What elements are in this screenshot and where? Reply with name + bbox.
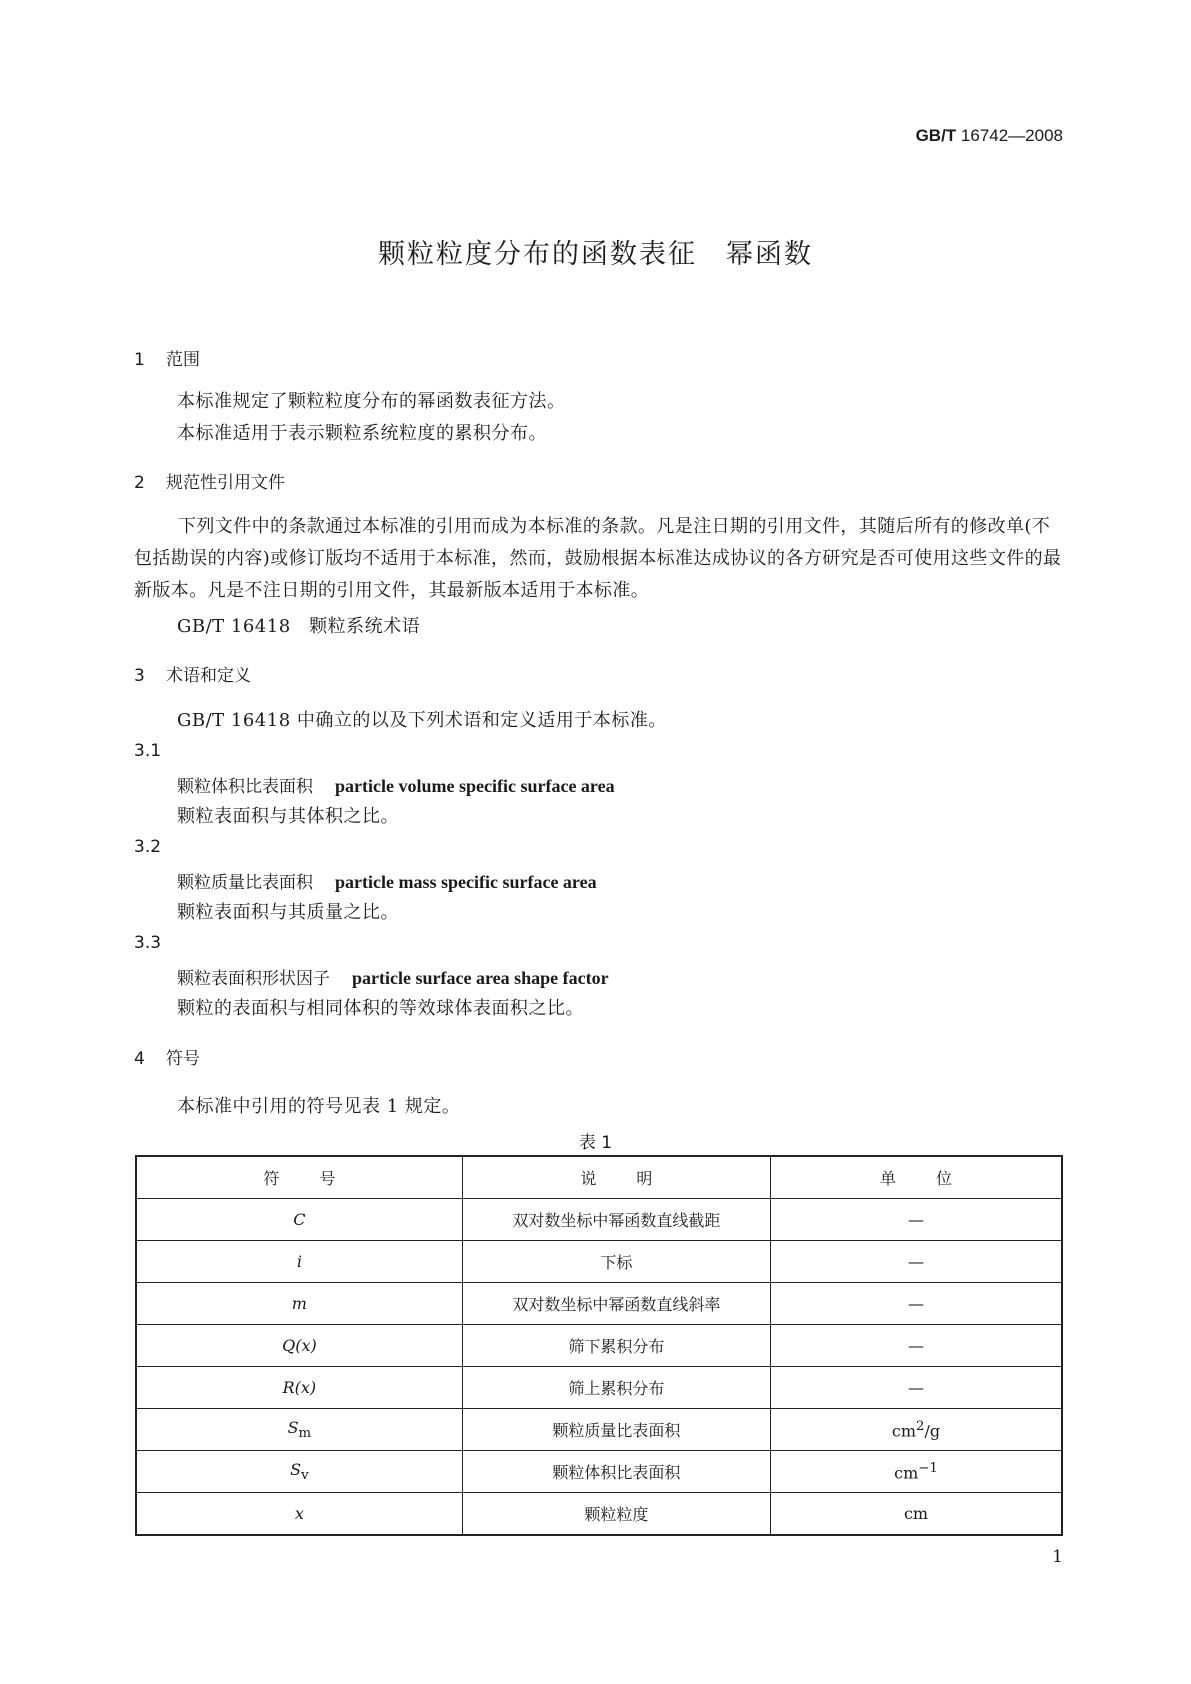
paragraph: GB/T 16418 中确立的以及下列术语和定义适用于本标准。 (177, 710, 667, 731)
term-entry (177, 868, 597, 893)
table-header-row (136, 1156, 1062, 1199)
unit-cell: — (771, 1283, 1062, 1325)
unit-cell: — (771, 1325, 1062, 1367)
unit-tail: /g (924, 1421, 941, 1441)
section-2-heading (134, 468, 285, 493)
table-row (136, 1325, 1062, 1367)
clause-number: 3.2 (134, 837, 162, 857)
section-number: 4 (134, 1049, 145, 1069)
unit-cell: — (771, 1367, 1062, 1409)
table-row (136, 1451, 1062, 1493)
description-cell: 颗粒粒度 (462, 1493, 770, 1536)
unit-cell (771, 1451, 1062, 1493)
term-english: particle surface area shape factor (352, 968, 609, 988)
page-number: 1 (1052, 1547, 1063, 1567)
term-chinese: 颗粒质量比表面积 (177, 873, 313, 893)
section-title: 规范性引用文件 (166, 473, 285, 493)
unit-cell: — (771, 1199, 1062, 1241)
symbol-cell (136, 1409, 462, 1451)
symbol-cell: Q(x) (136, 1325, 462, 1367)
description-cell: 筛下累积分布 (462, 1325, 770, 1367)
description-cell: 双对数坐标中幂函数直线截距 (462, 1199, 770, 1241)
symbol-cell: i (136, 1241, 462, 1283)
symbol-subscript: v (301, 1468, 309, 1484)
table-row (136, 1241, 1062, 1283)
unit-cell (771, 1409, 1062, 1451)
table-row (136, 1283, 1062, 1325)
term-english: particle volume specific surface area (335, 776, 615, 796)
standard-code (916, 126, 1063, 146)
unit-superscript: −1 (918, 1460, 938, 1476)
table-caption: 表 1 (578, 1133, 613, 1153)
header-description: 说明 (580, 1169, 693, 1188)
term-english: particle mass specific surface area (335, 872, 597, 892)
description-cell: 颗粒质量比表面积 (462, 1409, 770, 1451)
term-definition: 颗粒的表面积与相同体积的等效球体表面积之比。 (177, 998, 584, 1019)
section-1-heading (134, 345, 200, 370)
normative-references-paragraph: 下列文件中的条款通过本标准的引用而成为本标准的条款。凡是注日期的引用文件，其随后所有的修改单(不包括勘误的内容)或修订版均不适用于本标准，然而，鼓励根据本标准达成协议的各方研究是否可使用这些文件的最新版本。凡是不注日期的引用文件，其最新版本适用于本标准。 (134, 516, 1062, 601)
header-symbol: 符号 (263, 1169, 376, 1188)
unit-base: cm (894, 1463, 919, 1483)
section-title: 术语和定义 (166, 666, 251, 686)
table-row (136, 1199, 1062, 1241)
clause-number: 3.3 (134, 933, 162, 953)
table-header-cell (462, 1156, 770, 1199)
symbol-cell: x (136, 1493, 462, 1536)
paragraph: 本标准中引用的符号见表 1 规定。 (177, 1096, 461, 1117)
section-number: 1 (134, 350, 145, 370)
clause-number: 3.1 (134, 741, 162, 761)
table-header-cell (771, 1156, 1062, 1199)
standard-number: 16742—2008 (960, 126, 1063, 145)
unit-base: cm (891, 1421, 917, 1441)
section-3-heading (134, 661, 251, 686)
standard-prefix: GB/T (915, 126, 957, 145)
section-number: 3 (134, 666, 145, 686)
description-cell: 筛上累积分布 (462, 1367, 770, 1409)
section-title: 符号 (166, 1049, 200, 1069)
term-chinese: 颗粒表面积形状因子 (177, 969, 330, 989)
symbol-cell: R(x) (136, 1367, 462, 1409)
header-unit: 单位 (880, 1169, 993, 1188)
reference-item: GB/T 16418 颗粒系统术语 (177, 616, 421, 637)
term-definition: 颗粒表面积与其体积之比。 (177, 806, 399, 827)
symbol-base: S (290, 1459, 302, 1479)
description-cell: 双对数坐标中幂函数直线斜率 (462, 1283, 770, 1325)
unit-cell: cm (771, 1493, 1062, 1536)
symbol-cell (136, 1451, 462, 1493)
term-definition: 颗粒表面积与其质量之比。 (177, 902, 399, 923)
table-row (136, 1409, 1062, 1451)
description-cell: 下标 (462, 1241, 770, 1283)
section-title: 范围 (166, 350, 200, 370)
description-cell: 颗粒体积比表面积 (462, 1451, 770, 1493)
symbol-subscript: m (298, 1426, 312, 1442)
table-row (136, 1367, 1062, 1409)
section-4-heading (134, 1044, 200, 1069)
table-row (136, 1493, 1062, 1536)
term-chinese: 颗粒体积比表面积 (177, 777, 313, 797)
document-title: 颗粒粒度分布的函数表征 幂函数 (378, 239, 813, 270)
symbol-cell: C (136, 1199, 462, 1241)
section-number: 2 (134, 473, 145, 493)
unit-cell: — (771, 1241, 1062, 1283)
paragraph: 本标准规定了颗粒粒度分布的幂函数表征方法。 (177, 391, 566, 412)
term-entry (177, 964, 609, 989)
symbol-cell: m (136, 1283, 462, 1325)
paragraph: 本标准适用于表示颗粒系统粒度的累积分布。 (177, 423, 547, 444)
symbol-base: S (287, 1417, 299, 1437)
symbols-table (135, 1155, 1063, 1536)
unit-superscript: 2 (916, 1418, 925, 1434)
table-header-cell (136, 1156, 462, 1199)
term-entry (177, 772, 615, 797)
